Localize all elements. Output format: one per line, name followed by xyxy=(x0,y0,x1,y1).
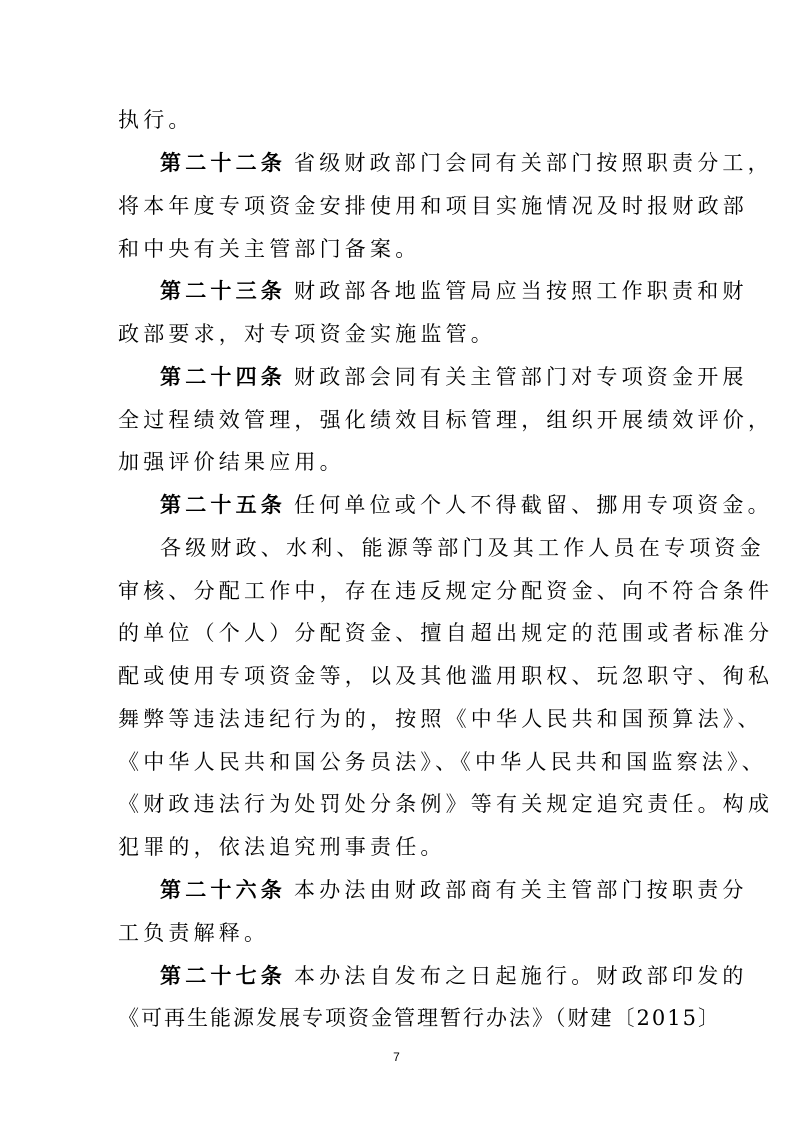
text-line: 财政部各地监管局应当按照工作职责和财 xyxy=(294,279,748,303)
article-paragraph xyxy=(160,362,748,392)
article-number: 第二十二条 xyxy=(160,151,286,175)
text-line: 工负责解释。 xyxy=(118,921,270,945)
text-line: 《中华人民共和国公务员法》、《中华人民共和国监察法》、 xyxy=(118,750,767,774)
article-number: 第二十六条 xyxy=(160,878,286,902)
text-line: 审核、分配工作中，存在违反规定分配资金、向不符合条件 xyxy=(118,579,774,603)
text-line: 的单位（个人）分配资金、擅自超出规定的范围或者标准分 xyxy=(118,621,774,645)
article-number: 第二十七条 xyxy=(160,964,286,988)
text-line: 舞弊等违法违纪行为的，按照《中华人民共和国预算法》、 xyxy=(118,707,763,731)
article-number: 第二十四条 xyxy=(160,365,286,389)
text-line: 本办法自发布之日起施行。财政部印发的 xyxy=(294,964,748,988)
text-line: 将本年度专项资金安排使用和项目实施情况及时报财政部 xyxy=(118,194,748,218)
article-number: 第二十五条 xyxy=(160,493,286,517)
article-paragraph xyxy=(160,961,748,991)
text-line: 任何单位或个人不得截留、挪用专项资金。 xyxy=(294,493,773,517)
page-number: 7 xyxy=(393,1050,400,1064)
text-line: 本办法由财政部商有关主管部门按职责分 xyxy=(294,878,748,902)
text-line: 《财政违法行为处罚处分条例》等有关规定追究责任。构成 xyxy=(118,792,774,816)
text-line: 配或使用专项资金等，以及其他滥用职权、玩忽职守、徇私 xyxy=(118,664,774,688)
text-line: 执行。 xyxy=(118,108,194,132)
text-line: 各级财政、水利、能源等部门及其工作人员在专项资金 xyxy=(160,536,765,560)
article-number: 第二十三条 xyxy=(160,279,286,303)
text-line: 加强评价结果应用。 xyxy=(118,450,345,474)
text-line: 省级财政部门会同有关部门按照职责分工， xyxy=(294,151,773,175)
article-paragraph xyxy=(160,276,748,306)
text-line: 犯罪的，依法追究刑事责任。 xyxy=(118,835,446,859)
text-line: 《可再生能源发展专项资金管理暂行办法》（财建〔2015〕 xyxy=(118,1006,721,1030)
article-paragraph xyxy=(160,875,748,905)
article-paragraph xyxy=(160,148,773,178)
text-line: 政部要求，对专项资金实施监管。 xyxy=(118,322,496,346)
text-line: 和中央有关主管部门备案。 xyxy=(118,237,421,261)
text-line: 财政部会同有关主管部门对专项资金开展 xyxy=(294,365,748,389)
article-paragraph xyxy=(160,490,773,520)
text-line: 全过程绩效管理，强化绩效目标管理，组织开展绩效评价， xyxy=(118,408,774,432)
